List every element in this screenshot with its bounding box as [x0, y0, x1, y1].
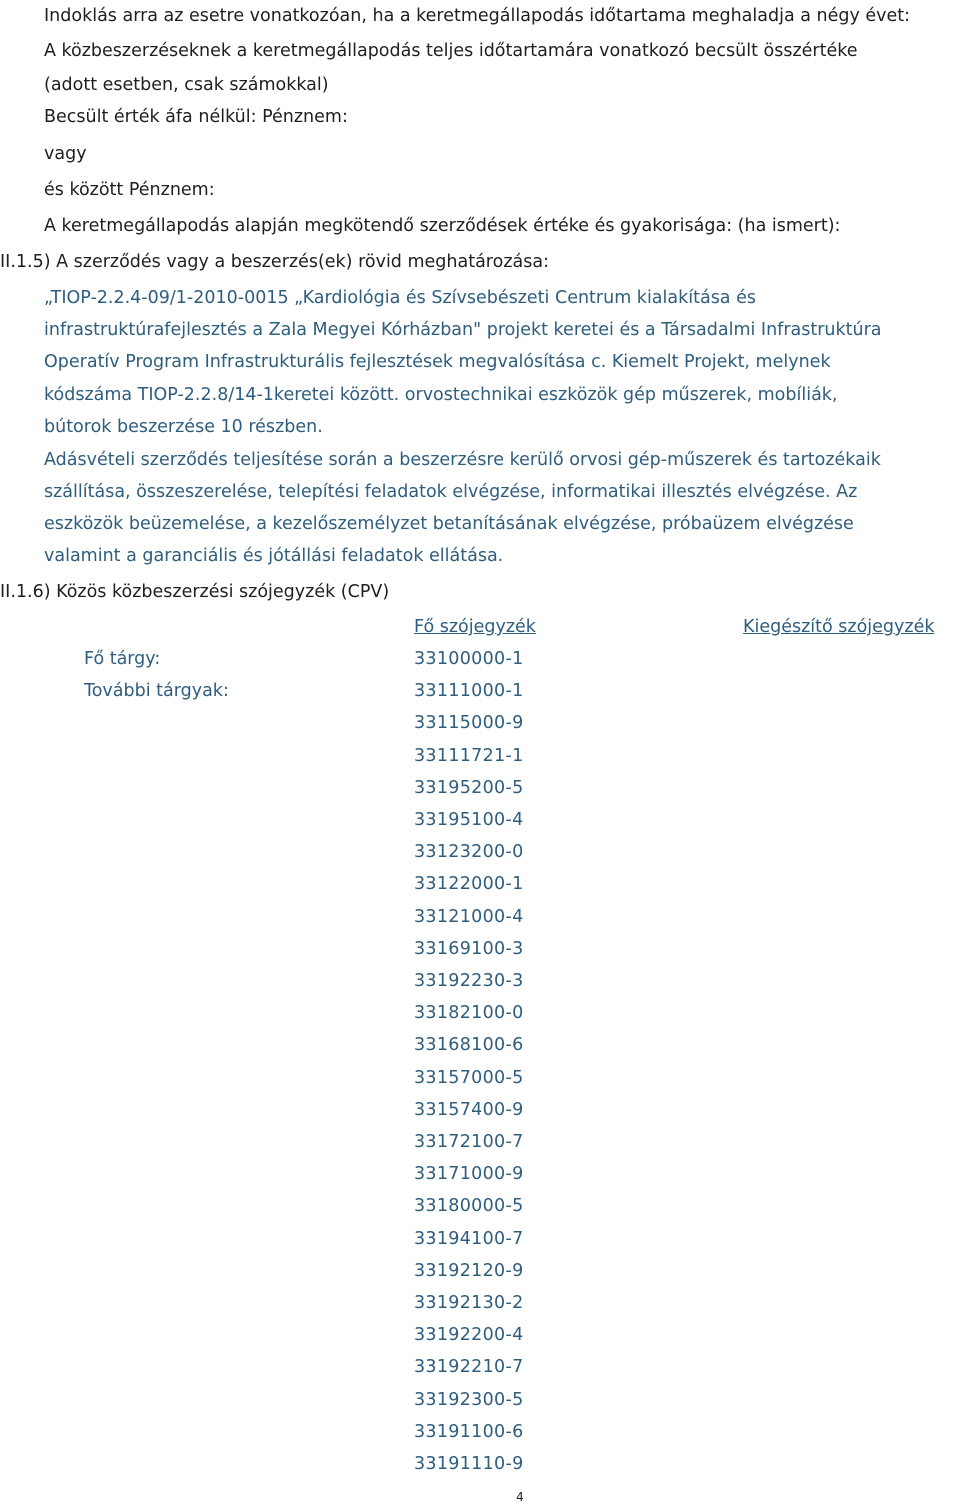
cpv-code: 33192230-3	[414, 971, 524, 991]
between-text: és között Pénznem:	[44, 180, 215, 200]
description-line: infrastruktúrafejlesztés a Zala Megyei Kórházban" projekt keretei és a Társadalmi Infrastruktúra	[44, 320, 882, 340]
cpv-code: 33192200-4	[414, 1325, 524, 1346]
description-line: szállítása, összeszerelése, telepítési feladatok elvégzése, informatikai illesztés elvégzése. Az	[44, 482, 858, 502]
description-line: bútorok beszerzése 10 részben.	[44, 417, 323, 437]
cpv-code: 33115000-9	[414, 713, 524, 734]
cpv-code: 33172100-7	[414, 1132, 524, 1152]
description-line: eszközök beüzemelése, a kezelőszemélyzet betanításának elvégzése, próbaüzem elvégzése	[44, 514, 854, 534]
cpv-code: 33192300-5	[414, 1389, 524, 1410]
cpv-code: 33121000-4	[414, 906, 524, 927]
cpv-code: 33191100-6	[414, 1421, 524, 1442]
cpv-code: 33171000-9	[414, 1164, 524, 1185]
cpv-code: 33194100-7	[414, 1228, 524, 1249]
section-ii-1-6-title: II.1.6) Közös közbeszerzési szójegyzék (CPV)	[0, 582, 390, 602]
description-line: valamint a garanciális és jótállási feladatok ellátása.	[44, 546, 504, 566]
cpv-code: 33191110-9	[414, 1454, 524, 1474]
cpv-code: 33195100-4	[414, 810, 524, 830]
cpv-code: 33192130-2	[414, 1293, 524, 1313]
justification-text: Indoklás arra az esetre vonatkozóan, ha a keretmegállapodás időtartama meghaladja a négy évet:	[44, 6, 911, 26]
cpv-code: 33123200-0	[414, 842, 524, 863]
description-line: Operatív Program Infrastrukturális fejlesztések megvalósítása c. Kiemelt Projekt, melynek	[44, 352, 831, 372]
main-vocabulary-header: Fő szójegyzék	[414, 617, 536, 637]
main-subject-label: Fő tárgy:	[84, 649, 161, 669]
contract-value-frequency-text: A keretmegállapodás alapján megkötendő szerződések értéke és gyakorisága: (ha ismert):	[44, 216, 841, 236]
description-line: „TIOP-2.2.4-09/1-2010-0015 „Kardiológia és Szívsebészeti Centrum kialakítása és	[44, 288, 756, 308]
cpv-code: 33182100-0	[414, 1003, 524, 1024]
estimated-total-text: A közbeszerzéseknek a keretmegállapodás teljes időtartamára vonatkozó becsült összértéke	[44, 41, 858, 61]
additional-subjects-label: További tárgyak:	[84, 681, 229, 701]
cpv-code: 33157000-5	[414, 1067, 524, 1088]
cpv-code: 33100000-1	[414, 649, 524, 669]
cpv-code: 33111000-1	[414, 681, 524, 702]
cpv-code: 33157400-9	[414, 1099, 524, 1120]
cpv-code: 33169100-3	[414, 938, 524, 959]
cpv-code: 33192120-9	[414, 1260, 524, 1281]
cpv-code: 33168100-6	[414, 1035, 524, 1056]
or-text: vagy	[44, 144, 87, 164]
page-number: 4	[516, 1490, 524, 1504]
estimated-value-text: Becsült érték áfa nélkül: Pénznem:	[44, 107, 348, 127]
description-line: kódszáma TIOP-2.2.8/14-1keretei között. orvostechnikai eszközök gép műszerek, mobíliák,	[44, 385, 838, 405]
cpv-code: 33195200-5	[414, 777, 524, 798]
cpv-code: 33111721-1	[414, 745, 524, 766]
cpv-code: 33192210-7	[414, 1357, 524, 1378]
supplementary-vocabulary-header: Kiegészítő szójegyzék	[743, 617, 935, 637]
description-line: Adásvételi szerződés teljesítése során a beszerzésre kerülő orvosi gép-műszerek és tartozékaik	[44, 450, 881, 470]
section-ii-1-5-title: II.1.5) A szerződés vagy a beszerzés(ek) rövid meghatározása:	[0, 252, 549, 272]
cpv-code: 33122000-1	[414, 874, 524, 895]
numbers-only-note: (adott esetben, csak számokkal)	[44, 75, 329, 95]
cpv-code: 33180000-5	[414, 1196, 524, 1217]
